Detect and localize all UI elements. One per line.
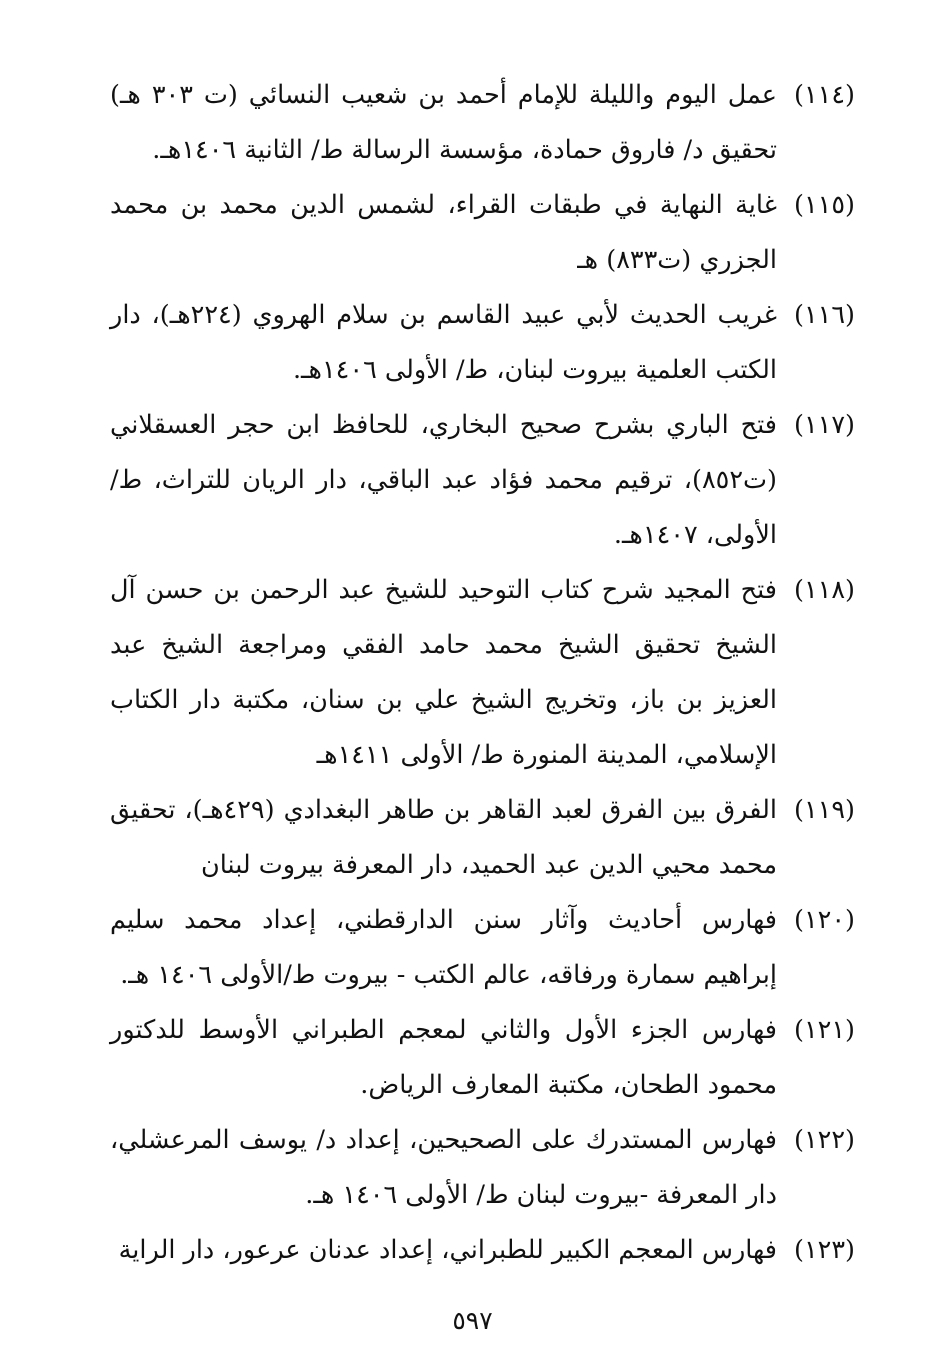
- entry-number: (١٢٣): [794, 1235, 855, 1265]
- entry-text: فهارس المعجم الكبير للطبراني، إعداد عدنان عرعور، دار الراية: [118, 1235, 777, 1265]
- bibliography-page: [110, 68, 855, 1278]
- bibliography-entry-118: [110, 563, 855, 783]
- bibliography-entry-120: [110, 893, 855, 1003]
- entry-number: (١١٥): [794, 190, 855, 220]
- entry-text: الفرق بين الفرق لعبد القاهر بن طاهر البغدادي (٤٢٩هـ)، تحقيق محمد محيي الدين عبد الحميد، دار المعرفة بيروت لبنان: [110, 795, 777, 880]
- entry-number: (١١٦): [794, 300, 855, 330]
- entry-text: فهارس المستدرك على الصحيحين، إعداد د/ يوسف المرعشلي، دار المعرفة -بيروت لبنان ط/ الأولى ١٤٠٦ هـ.: [110, 1125, 777, 1210]
- entry-number: (١١٨): [794, 575, 855, 605]
- bibliography-entry-121: [110, 1003, 855, 1113]
- page-number: ٥٩٧: [452, 1306, 493, 1335]
- bibliography-entry-123: [110, 1223, 855, 1278]
- bibliography-entry-119: [110, 783, 855, 893]
- bibliography-entry-114: [110, 68, 855, 178]
- entry-text: عمل اليوم والليلة للإمام أحمد بن شعيب النسائي (ت ٣٠٣ هـ) تحقيق د/ فاروق حمادة، مؤسسة الرسالة ط/ الثانية ١٤٠٦هـ.: [110, 80, 777, 165]
- entry-number: (١١٤): [794, 80, 855, 110]
- entry-text: غريب الحديث لأبي عبيد القاسم بن سلام الهروي (٢٢٤هـ)، دار الكتب العلمية بيروت لبنان، ط/ الأولى ١٤٠٦هـ.: [110, 300, 777, 385]
- entry-text: فتح المجيد شرح كتاب التوحيد للشيخ عبد الرحمن بن حسن آل الشيخ تحقيق الشيخ محمد حامد الفقي ومراجعة الشيخ عبد العزيز بن باز، وتخريج الشيخ علي بن سنان، مكتبة دار الكتاب الإسلامي، المدينة المنورة ط/ الأولى ١٤١١هـ: [110, 575, 777, 770]
- bibliography-entry-116: [110, 288, 855, 398]
- bibliography-entry-117: [110, 398, 855, 563]
- entry-number: (١٢١): [794, 1015, 855, 1045]
- bibliography-entry-115: [110, 178, 855, 288]
- entry-text: فهارس الجزء الأول والثاني لمعجم الطبراني الأوسط للدكتور محمود الطحان، مكتبة المعارف الرياض.: [110, 1015, 777, 1100]
- entry-number: (١١٧): [794, 410, 855, 440]
- entry-number: (١٢٠): [794, 905, 855, 935]
- entry-number: (١٢٢): [794, 1125, 855, 1155]
- bibliography-entry-122: [110, 1113, 855, 1223]
- entry-text: غاية النهاية في طبقات القراء، لشمس الدين محمد بن محمد الجزري (ت٨٣٣) هـ: [110, 190, 777, 275]
- entry-text: فتح الباري بشرح صحيح البخاري، للحافظ ابن حجر العسقلاني (ت٨٥٢)، ترقيم محمد فؤاد عبد الباقي، دار الريان للتراث، ط/الأولى، ١٤٠٧هـ.: [110, 410, 777, 550]
- entry-number: (١١٩): [794, 795, 855, 825]
- entry-text: فهارس أحاديث وآثار سنن الدارقطني، إعداد محمد سليم إبراهيم سمارة ورفاقه، عالم الكتب - بيروت ط/الأولى ١٤٠٦ هـ.: [110, 905, 777, 990]
